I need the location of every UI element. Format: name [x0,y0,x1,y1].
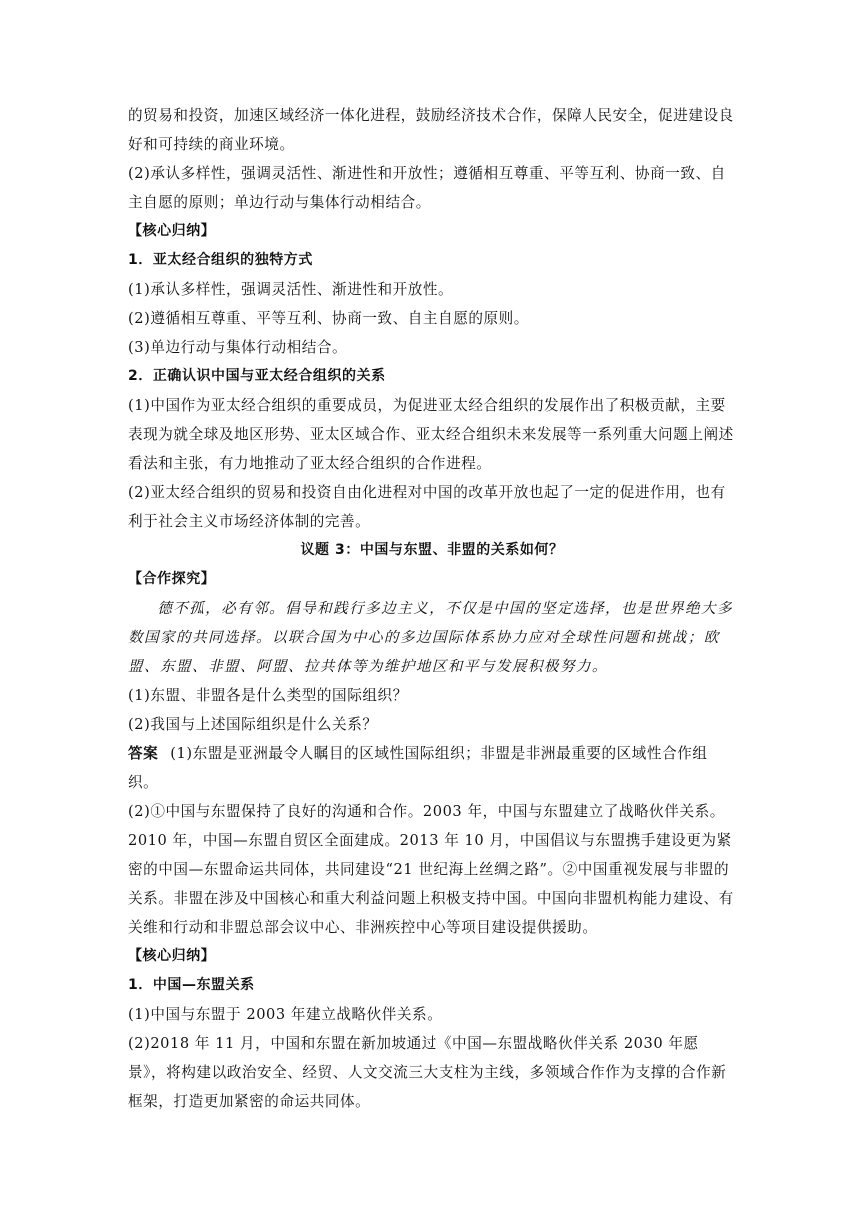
list-item-2030-vision: (2)2018 年 11 月，中国和东盟在新加坡通过《中国—东盟战略伙伴关系 2030 年愿景》，将构建以政治安全、经贸、人文交流三大支柱为主线，多领域合作作为支撑的合作新框架，打造更加紧密的命运共同体。 [128,1035,727,1110]
topic-title: 议题 3：中国与东盟、非盟的关系如何？ [300,542,564,558]
answer-part-2: (2)①中国与东盟保持了良好的沟通和合作。2003 年，中国与东盟建立了战略伙伴关系。2010 年，中国—东盟自贸区全面建成。2013 年 10 月，中国倡议与东盟携手建设更为紧密的中国—东盟命运共同体，共同建设“21 世纪海上丝绸之路”。②中国重视发展与非盟的关系。非盟在涉及中国核心和重大利益问题上积极支持中国。中国向非盟机构能力建设、有关维和行动和非盟总部会议中心、非洲疾控中心等项目建设提供援助。 [128,803,734,936]
heading-china-apec-relation: 2．正确认识中国与亚太经合组织的关系 [128,368,386,384]
document-body [128,101,736,1116]
paragraph-trade-investment: 的贸易和投资，加速区域经济一体化进程，鼓励经济技术合作，保障人民安全，促进建设良好和可持续的商业环境。 [128,107,734,153]
section-tag-cooperative-inquiry: 【合作探究】 [128,571,216,587]
heading-apec-unique-approach: 1．亚太经合组织的独特方式 [128,252,313,268]
section-tag-core-summary-2: 【核心归纳】 [128,948,216,964]
list-item-unilateral-collective: (3)单边行动与集体行动相结合。 [128,339,348,356]
answer-label: 答案 [128,745,159,762]
answer-paragraph [128,739,736,797]
list-item-mutual-respect: (2)遵循相互尊重、平等互利、协商一致、自主自愿的原则。 [128,310,529,327]
paragraph-china-contribution: (1)中国作为亚太经合组织的重要成员，为促进亚太经合组织的发展作出了积极贡献，主要表现为就全球及地区形势、亚太区域合作、亚太经合组织未来发展等一系列重大问题上阐述看法和主张，有力地推动了亚太经合组织的合作进程。 [128,397,734,472]
list-item-diversity: (1)承认多样性，强调灵活性、渐进性和开放性。 [128,281,454,298]
list-item-2003-partnership: (1)中国与东盟于 2003 年建立战略伙伴关系。 [128,1006,443,1023]
paragraph-apec-principles: (2)承认多样性，强调灵活性、渐进性和开放性；遵循相互尊重、平等互利、协商一致、自主自愿的原则；单边行动与集体行动相结合。 [128,165,726,211]
heading-china-asean: 1．中国—东盟关系 [128,977,255,993]
section-tag-core-summary: 【核心归纳】 [128,223,216,239]
question-2: (2)我国与上述国际组织是什么关系？ [128,716,378,733]
paragraph-apec-effect-on-china: (2)亚太经合组织的贸易和投资自由化进程对中国的改革开放也起了一定的促进作用，也有利于社会主义市场经济体制的完善。 [128,484,726,530]
material-quote: 德不孤，必有邻。倡导和践行多边主义，不仅是中国的坚定选择，也是世界绝大多数国家的共同选择。以联合国为中心的多边国际体系协力应对全球性问题和挑战；欧盟、东盟、非盟、阿盟、拉共体等为维护地区和平与发展积极努力。 [128,600,733,675]
answer-text: (1)东盟是亚洲最令人瞩目的区域性国际组织；非盟是非洲最重要的区域性合作组织。 [128,745,708,791]
question-1: (1)东盟、非盟各是什么类型的国际组织？ [128,687,408,704]
